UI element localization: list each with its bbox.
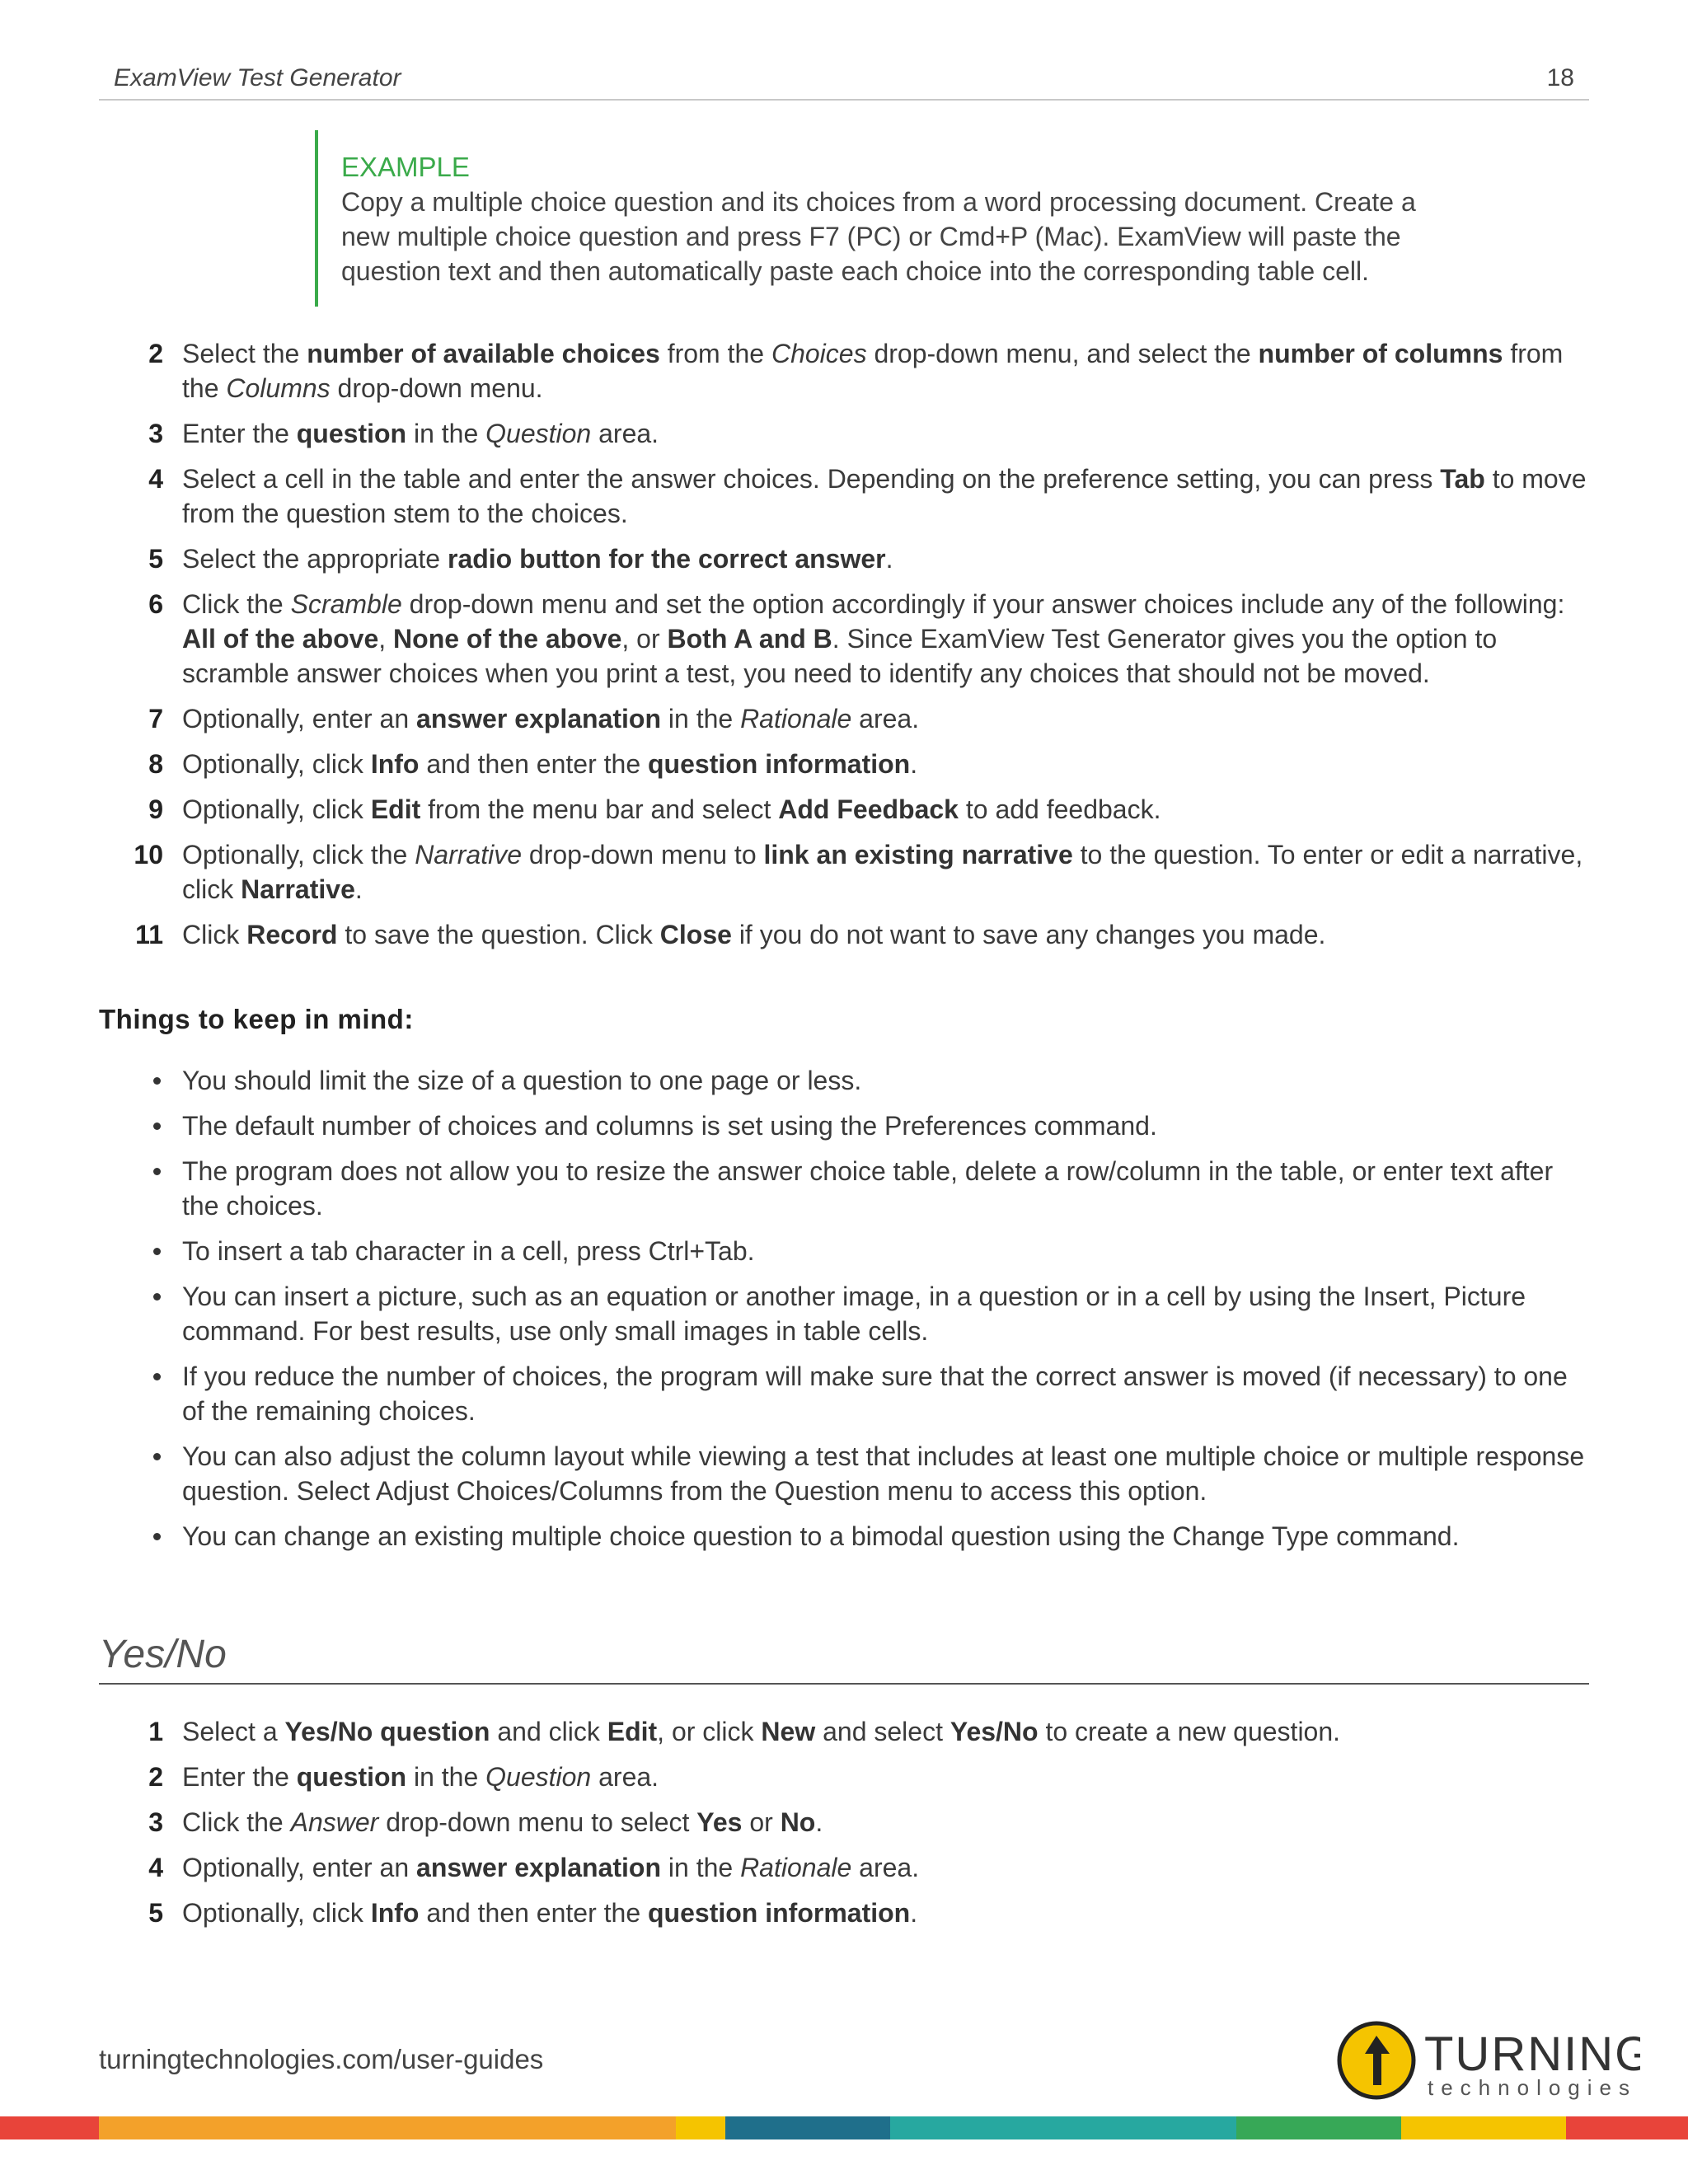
step-number: 5 <box>148 544 163 574</box>
bold-term: answer explanation <box>416 1853 661 1882</box>
bold-term: Narrative <box>241 874 355 904</box>
step-item <box>99 1805 1591 1840</box>
italic-term: Rationale <box>740 704 852 733</box>
bold-term: Yes/No <box>950 1717 1039 1746</box>
bold-term: question <box>296 1762 407 1792</box>
step-text: . <box>815 1807 823 1837</box>
step-text: to move from the question stem to the choices. <box>182 464 1587 528</box>
step-text: . <box>910 1898 918 1928</box>
step-text: Optionally, click <box>182 794 371 824</box>
bold-term: answer explanation <box>416 704 661 733</box>
step-text: Enter the <box>182 1762 297 1792</box>
step-number: 6 <box>148 589 163 619</box>
things-to-keep-in-mind-heading: Things to keep in mind: <box>99 1004 414 1034</box>
step-number: 5 <box>148 1898 163 1928</box>
step-text: and then enter the <box>419 749 648 779</box>
logo-mark-icon <box>1335 2019 1640 2102</box>
step-text: , or <box>621 624 668 654</box>
bold-term: Info <box>370 749 420 779</box>
tip-item <box>99 1154 1591 1223</box>
tip-text: You can also adjust the column layout while viewing a test that includes at least one multiple choice or multiple response question. Select Adjust Choices/Columns from the Question menu to access this option. <box>182 1441 1585 1506</box>
step-item <box>99 701 1591 736</box>
bold-term: Edit <box>607 1717 658 1746</box>
bullet-icon <box>153 1453 161 1460</box>
bullet-icon <box>153 1168 161 1175</box>
step-number: 3 <box>148 1807 163 1837</box>
step-item <box>99 1714 1591 1749</box>
step-text: Select a cell in the table and enter the answer choices. Depending on the preference setting, you can press <box>182 464 1441 494</box>
tip-text: You should limit the size of a question to one page or less. <box>182 1066 862 1095</box>
step-item <box>99 747 1591 781</box>
italic-term: Rationale <box>740 1853 852 1882</box>
step-text: Optionally, enter an <box>182 1853 417 1882</box>
step-text: from the <box>182 339 1564 403</box>
tip-item <box>99 1279 1591 1348</box>
step-text: in the <box>661 704 741 733</box>
example-line: question text and then automatically paste each choice into the corresponding table cell. <box>341 256 1370 286</box>
bold-term: Yes <box>696 1807 743 1837</box>
bold-term: Info <box>370 1898 420 1928</box>
bold-term: Record <box>246 920 338 949</box>
step-text: . <box>885 544 893 574</box>
italic-term: Question <box>485 1762 592 1792</box>
italic-term: Narrative <box>415 840 522 869</box>
tip-item <box>99 1519 1591 1554</box>
step-text: Optionally, click <box>182 1898 371 1928</box>
italic-term: Answer <box>290 1807 379 1837</box>
page-number: 18 <box>1546 64 1574 91</box>
step-number: 7 <box>148 704 163 733</box>
tip-text: To insert a tab character in a cell, press Ctrl+Tab. <box>182 1236 755 1266</box>
step-text: Select a <box>182 1717 285 1746</box>
step-text: area. <box>591 1762 659 1792</box>
tip-item <box>99 1063 1591 1098</box>
step-text: Enter the <box>182 419 297 448</box>
tip-text: You can insert a picture, such as an equation or another image, in a question or in a cell by using the Insert, Picture command. For best results, use only small images in table cells. <box>182 1282 1526 1346</box>
bullet-icon <box>153 1248 161 1255</box>
logo-subword: technologies <box>1428 2075 1637 2100</box>
example-label: EXAMPLE <box>341 152 470 182</box>
bold-term: None of the above <box>393 624 622 654</box>
step-text: drop-down menu. <box>330 373 543 403</box>
step-number: 10 <box>134 840 163 869</box>
bold-term: radio button for the correct answer <box>447 544 886 574</box>
bullet-icon <box>153 1077 161 1085</box>
bold-term: Tab <box>1440 464 1485 494</box>
step-text: from the <box>659 339 771 368</box>
step-text: in the <box>406 1762 486 1792</box>
example-callout <box>315 130 1485 307</box>
step-number: 2 <box>148 339 163 368</box>
italic-term: Choices <box>771 339 867 368</box>
step-text: . Since ExamView Test Generator gives you the option to scramble answer choices when you print a test, you need to identify any choices that should not be moved. <box>182 624 1498 688</box>
step-item <box>99 1760 1591 1794</box>
step-text: area. <box>591 419 659 448</box>
step-text: . <box>910 749 918 779</box>
step-text: in the <box>406 419 486 448</box>
step-text: . <box>354 874 363 904</box>
step-item <box>99 541 1591 576</box>
step-text: drop-down menu to select <box>378 1807 697 1837</box>
step-item <box>99 792 1591 827</box>
bullet-icon <box>153 1293 161 1301</box>
step-text: Optionally, click the <box>182 840 415 869</box>
italic-term: Scramble <box>290 589 402 619</box>
step-text: Select the appropriate <box>182 544 448 574</box>
step-text: to the question. To enter or edit a narrative, click <box>182 840 1583 904</box>
step-text: in the <box>661 1853 741 1882</box>
footer-color-stripe <box>0 2116 1688 2139</box>
bold-term: question information <box>648 749 911 779</box>
step-text: , or click <box>657 1717 762 1746</box>
step-number: 4 <box>148 464 163 494</box>
step-item <box>99 837 1591 907</box>
example-line: Copy a multiple choice question and its choices from a word processing document. Create a <box>341 187 1416 217</box>
step-item <box>99 416 1591 451</box>
step-text: and select <box>815 1717 950 1746</box>
step-number: 2 <box>148 1762 163 1792</box>
page-header <box>99 51 1589 101</box>
bold-term: Both A and B <box>667 624 832 654</box>
bullet-icon <box>153 1533 161 1540</box>
step-text: area. <box>851 1853 920 1882</box>
italic-term: Question <box>485 419 592 448</box>
bold-term: Close <box>659 920 732 949</box>
logo-word: TURNING <box>1424 2027 1640 2081</box>
step-text: and click <box>490 1717 607 1746</box>
bullet-icon <box>153 1122 161 1130</box>
step-number: 11 <box>135 920 163 949</box>
tip-item <box>99 1439 1591 1508</box>
example-line: new multiple choice question and press F7 (PC) or Cmd+P (Mac). ExamView will paste the <box>341 222 1401 251</box>
footer-url: turningtechnologies.com/user-guides <box>99 2044 544 2074</box>
step-number: 9 <box>148 794 163 824</box>
step-text: , <box>378 624 394 654</box>
italic-term: Columns <box>226 373 331 403</box>
tip-text: You can change an existing multiple choice question to a bimodal question using the Change Type command. <box>182 1521 1460 1551</box>
turning-technologies-logo <box>1335 2019 1640 2102</box>
tip-item <box>99 1359 1591 1428</box>
step-text: Click <box>182 920 247 949</box>
step-text: Optionally, click <box>182 749 371 779</box>
step-text: from the menu bar and select <box>420 794 779 824</box>
bold-term: number of columns <box>1258 339 1503 368</box>
bold-term: Add Feedback <box>778 794 959 824</box>
bold-term: Edit <box>370 794 421 824</box>
step-text: Click the <box>182 1807 291 1837</box>
step-text: drop-down menu, and select the <box>866 339 1259 368</box>
step-item <box>99 1850 1591 1885</box>
step-text: area. <box>851 704 920 733</box>
step-number: 3 <box>148 419 163 448</box>
step-item <box>99 1896 1591 1930</box>
bold-term: New <box>761 1717 816 1746</box>
multiple-choice-steps <box>99 336 1591 963</box>
step-number: 1 <box>148 1717 163 1746</box>
bold-term: All of the above <box>182 624 379 654</box>
step-number: 8 <box>148 749 163 779</box>
step-text: if you do not want to save any changes you made. <box>731 920 1326 949</box>
step-text: to create a new question. <box>1038 1717 1341 1746</box>
bold-term: No <box>780 1807 816 1837</box>
tip-text: The program does not allow you to resize the answer choice table, delete a row/column in the table, or enter text after the choices. <box>182 1156 1554 1221</box>
tip-text: If you reduce the number of choices, the program will make sure that the correct answer is moved (if necessary) to one of the remaining choices. <box>182 1361 1568 1426</box>
step-text: or <box>742 1807 781 1837</box>
step-item <box>99 917 1591 952</box>
tips-list <box>99 1063 1591 1564</box>
bold-term: question information <box>648 1898 911 1928</box>
step-item <box>99 462 1591 531</box>
tip-text: The default number of choices and columns is set using the Preferences command. <box>182 1111 1157 1141</box>
step-number: 4 <box>148 1853 163 1882</box>
step-text: drop-down menu and set the option accordingly if your answer choices include any of the following: <box>401 589 1565 619</box>
step-item <box>99 587 1591 691</box>
section-title-yes-no: Yes/No <box>99 1630 1589 1685</box>
bullet-icon <box>153 1373 161 1380</box>
bold-term: link an existing narrative <box>763 840 1073 869</box>
bold-term: question <box>296 419 407 448</box>
document-title: ExamView Test Generator <box>114 64 401 91</box>
step-text: Click the <box>182 589 291 619</box>
step-text: drop-down menu to <box>522 840 764 869</box>
step-item <box>99 336 1591 405</box>
step-text: and then enter the <box>419 1898 648 1928</box>
yes-no-steps <box>99 1714 1591 1941</box>
bold-term: Yes/No question <box>284 1717 490 1746</box>
step-text: Optionally, enter an <box>182 704 417 733</box>
step-text: Select the <box>182 339 307 368</box>
tip-item <box>99 1234 1591 1268</box>
bold-term: number of available choices <box>307 339 660 368</box>
tip-item <box>99 1108 1591 1143</box>
step-text: to save the question. Click <box>337 920 660 949</box>
step-text: to add feedback. <box>958 794 1161 824</box>
